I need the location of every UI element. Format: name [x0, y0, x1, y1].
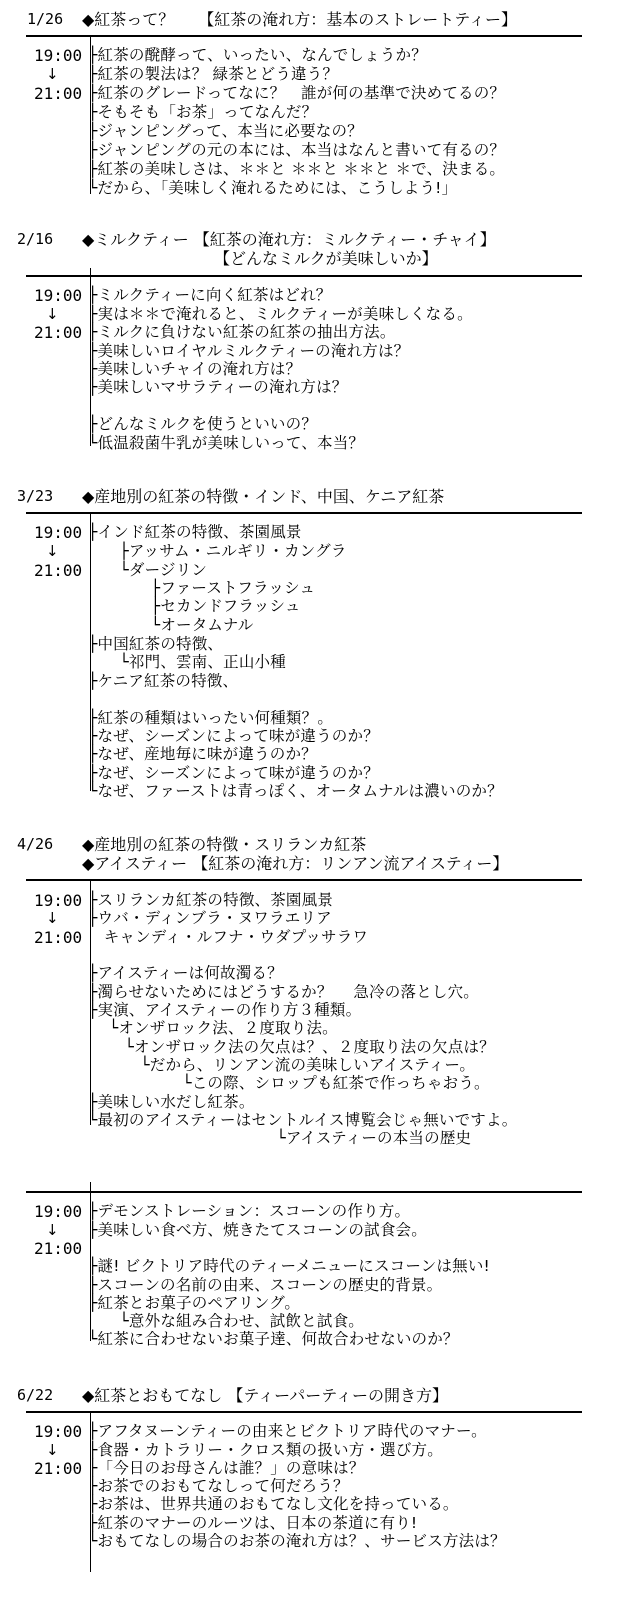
- list-item: └最初のアイスティーはセントルイス博覧会じゃ無いですよ。: [88, 1111, 518, 1129]
- list-item: └なぜ、ファーストは青っぽく、オータムナルは濃いのか？: [88, 782, 503, 800]
- list-item: ├紅茶のグレードってなに？ 誰が何の基準で決めてるの？: [88, 84, 506, 102]
- session-heading: ◆産地別の紅茶の特徴・インド、中国、ケニア紅茶: [82, 487, 445, 506]
- list-item: ├そもそも「お茶」ってなんだ？: [88, 103, 318, 121]
- list-item: └紅茶に合わせないお菓子達、何故合わせないのか？: [88, 1330, 459, 1348]
- list-item: ├「今日のお母さんは誰？」の意味は？: [88, 1459, 365, 1477]
- time-start: 19:00: [34, 1422, 83, 1441]
- session-date: 4/26: [17, 835, 54, 853]
- list-item: ├紅茶の種類はいったい何種類？。: [88, 709, 334, 727]
- list-item: ├アフタヌーンティーの由来とビクトリア時代のマナー。: [88, 1422, 487, 1440]
- time-end: 21:00: [34, 1239, 83, 1258]
- divider: [26, 512, 582, 514]
- time-end: 21:00: [34, 323, 83, 342]
- list-item: ├セカンドフラッシュ: [88, 597, 301, 615]
- list-item: ├スコーンの名前の由来、スコーンの歴史的背景。: [88, 1276, 443, 1294]
- list-item: ├スリランカ紅茶の特徴、茶園風景: [88, 891, 334, 909]
- session-heading: ◆産地別の紅茶の特徴・スリランカ紅茶: [82, 835, 367, 854]
- list-item: ├食器・カトラリー・クロス類の扱い方・選び方。: [88, 1441, 443, 1459]
- session-heading: ◆紅茶とおもてなし 【ティーパーティーの開き方】: [82, 1386, 449, 1405]
- list-item: └この際、シロップも紅茶で作っちゃおう。: [88, 1074, 490, 1092]
- list-item: ├美味しいロイヤルミルクティーの淹れ方は？: [88, 342, 410, 360]
- list-item: ├なぜ、産地毎に味が違うのか？: [88, 745, 317, 763]
- list-item: ├インド紅茶の特徴、茶園風景: [88, 523, 302, 541]
- list-item: キャンディ・ルフナ・ウダプッサラワ: [88, 928, 369, 946]
- session-subheading: 【どんなミルクが美味しいか】: [214, 249, 438, 268]
- down-arrow-icon: ↓: [46, 909, 59, 927]
- list-item: └だから、「美味しく淹れるためには、こうしよう!」: [88, 179, 458, 197]
- session-heading: ◆アイスティー 【紅茶の淹れ方：リンアン流アイスティー】: [82, 854, 509, 873]
- list-item: ├紅茶の醗酵って、いったい、なんでしょうか？: [88, 46, 427, 64]
- down-arrow-icon: ↓: [46, 305, 59, 323]
- list-item: ├ミルクティーに向く紅茶はどれ？: [88, 286, 332, 304]
- divider: [26, 35, 582, 37]
- list-item: └だから、リンアン流の美味しいアイスティー。: [88, 1056, 476, 1074]
- session-date: 1/26: [27, 10, 64, 28]
- down-arrow-icon: ↓: [46, 542, 59, 560]
- list-item: ├ケニア紅茶の特徴、: [88, 672, 239, 690]
- list-item: └オータムナル: [88, 616, 254, 634]
- list-item: ├実は＊＊で淹れると、ミルクティーが美味しくなる。: [88, 305, 473, 323]
- time-start: 19:00: [34, 1202, 83, 1221]
- list-item: ├謎! ビクトリア時代のティーメニューにスコーンは無い!: [88, 1257, 490, 1275]
- divider: [26, 1191, 582, 1193]
- time-end: 21:00: [34, 561, 83, 580]
- list-item: └低温殺菌牛乳が美味しいって、本当？: [88, 434, 365, 452]
- session-date: 3/23: [17, 487, 54, 505]
- time-start: 19:00: [34, 46, 83, 65]
- list-item: ├アッサム・ニルギリ・カングラ: [88, 542, 347, 560]
- list-item: ├アイスティーは何故濁る？: [88, 964, 283, 982]
- list-item: └ダージリン: [88, 561, 208, 579]
- list-item: ├美味しい食べ方、焼きたてスコーンの試食会。: [88, 1221, 427, 1239]
- time-start: 19:00: [34, 523, 83, 542]
- session-date: 2/16: [17, 230, 54, 248]
- time-end: 21:00: [34, 84, 83, 103]
- list-item: └アイスティーの本当の歴史: [88, 1129, 472, 1147]
- divider: [26, 879, 582, 881]
- session-heading: ◆紅茶って？ 【紅茶の淹れ方：基本のストレートティー】: [82, 10, 518, 29]
- list-item: ├どんなミルクを使うといいの？: [88, 415, 318, 433]
- time-end: 21:00: [34, 928, 83, 947]
- list-item: ├ミルクに負けない紅茶の紅茶の抽出方法。: [88, 323, 396, 341]
- list-item: ├実演、アイスティーの作り方３種類。: [88, 1001, 362, 1019]
- list-item: └祁門、雲南、正山小種: [88, 653, 286, 671]
- list-item: ├なぜ、シーズンによって味が違うのか？: [88, 727, 379, 745]
- list-item: ├ジャンピングって、本当に必要なの？: [88, 122, 363, 140]
- list-item: ├美味しい水だし紅茶。: [88, 1093, 255, 1111]
- list-item: ├ファーストフラッシュ: [88, 579, 316, 597]
- divider: [26, 275, 582, 277]
- list-item: ├紅茶の製法は？ 緑茶とどう違う？: [88, 65, 339, 83]
- list-item: ├お茶は、世界共通のおもてなし文化を持っている。: [88, 1495, 459, 1513]
- list-item: ├美味しいマサラティーの淹れ方は？: [88, 378, 348, 396]
- list-item: └意外な組み合わせ、試飲と試食。: [88, 1312, 364, 1330]
- list-item: ├ウバ・ディンブラ・ヌワラエリア: [88, 909, 332, 927]
- list-item: ├紅茶のマナーのルーツは、日本の茶道に有り!: [88, 1514, 418, 1532]
- time-end: 21:00: [34, 1459, 83, 1478]
- list-item: ├なぜ、シーズンによって味が違うのか？: [88, 764, 379, 782]
- list-item: ├ジャンピングの元の本には、本当はなんと書いて有るの？: [88, 141, 506, 159]
- list-item: └オンザロック法、２度取り法。: [88, 1019, 338, 1037]
- divider: [26, 1411, 582, 1413]
- session-date: 6/22: [17, 1386, 54, 1404]
- list-item: ├紅茶とお菓子のペアリング。: [88, 1294, 301, 1312]
- list-item: ├デモンストレーション：スコーンの作り方。: [88, 1202, 411, 1220]
- list-item: └おもてなしの場合のお茶の淹れ方は？、サービス方法は？: [88, 1532, 506, 1550]
- time-start: 19:00: [34, 891, 83, 910]
- list-item: ├濁らせないためにはどうするか？ 急冷の落とし穴。: [88, 983, 479, 1001]
- list-item: ├中国紅茶の特徴、: [88, 635, 224, 653]
- session-heading: ◆ミルクティー 【紅茶の淹れ方：ミルクティー・チャイ】: [82, 230, 496, 249]
- list-item: ├紅茶の美味しさは、＊＊と ＊＊と ＊＊と ＊で、決まる。: [88, 160, 506, 178]
- down-arrow-icon: ↓: [46, 65, 59, 83]
- list-item: ├お茶でのおもてなしって何だろう？: [88, 1477, 349, 1495]
- list-item: ├美味しいチャイの淹れ方は？: [88, 360, 302, 378]
- list-item: └オンザロック法の欠点は？、２度取り法の欠点は？: [88, 1038, 495, 1056]
- time-start: 19:00: [34, 286, 83, 305]
- down-arrow-icon: ↓: [46, 1221, 59, 1239]
- down-arrow-icon: ↓: [46, 1441, 59, 1459]
